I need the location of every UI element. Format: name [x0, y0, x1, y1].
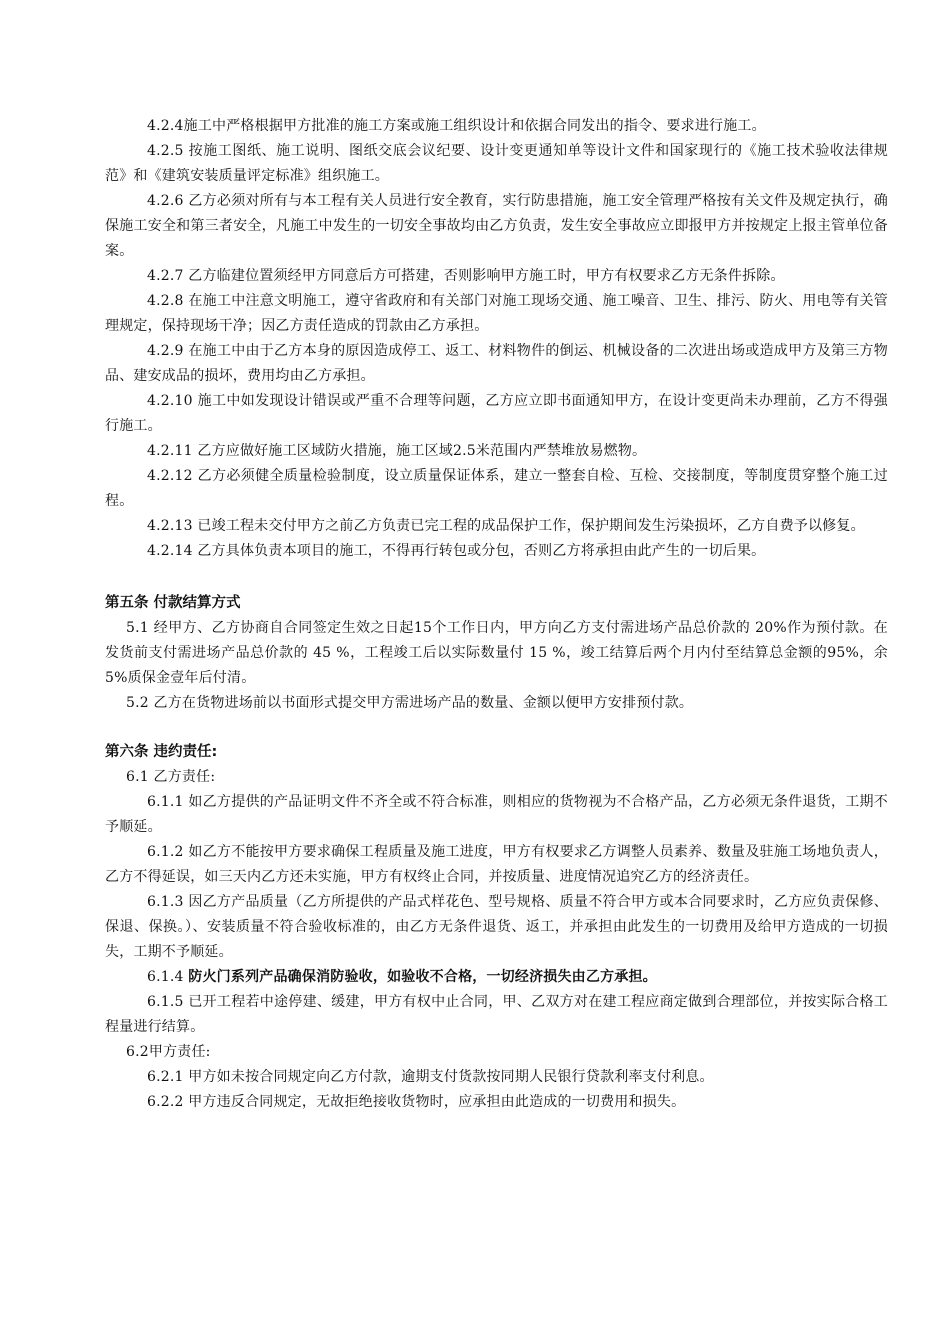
- section-6-heading: 第六条 违约责任:: [105, 744, 218, 760]
- clause-6-1-4-number: 6.1.4: [147, 969, 189, 985]
- clause-4-2-5: 4.2.5 按施工图纸、施工说明、图纸交底会议纪要、设计变更通知单等设计文件和国家现行的《施工技术验收法律规范》和《建筑安装质量评定标准》组织施工。: [105, 143, 888, 184]
- clause-4-2-12: 4.2.12 乙方必须健全质量检验制度，设立质量保证体系，建立一整套自检、互检、交接制度，等制度贯穿整个施工过程。: [105, 468, 888, 509]
- spacer: [105, 716, 888, 740]
- clause-4-2-6: 4.2.6 乙方必须对所有与本工程有关人员进行安全教育，实行防患措施，施工安全管理严格按有关文件及规定执行，确保施工安全和第三者安全，凡施工中发生的一切安全事故均由乙方负责，发生安全事故应立即报甲方并按规定上报主管单位备案。: [105, 193, 888, 259]
- clause-6-1-5: 6.1.5 已开工程若中途停建、缓建，甲方有权中止合同，甲、乙双方对在建工程应商定做到合理部位，并按实际合格工程量进行结算。: [105, 994, 888, 1035]
- clause-4-2-10: 4.2.10 施工中如发现设计错误或严重不合理等问题，乙方应立即书面通知甲方，在设计变更尚未办理前，乙方不得强行施工。: [105, 393, 888, 434]
- clause-5-2: 5.2 乙方在货物进场前以书面形式提交甲方需进场产品的数量、金额以便甲方安排预付款。: [126, 695, 694, 711]
- clause-6-1-2: 6.1.2 如乙方不能按甲方要求确保工程质量及施工进度，甲方有权要求乙方调整人员素养、数量及驻施工场地负责人，乙方不得延误，如三天内乙方还未实施，甲方有权终止合同，并按质量、进度情况追究乙方的经济责任。: [105, 844, 888, 885]
- clause-5-1: 5.1 经甲方、乙方协商自合同签定生效之日起15个工作日内，甲方向乙方支付需进场产品总价款的 20%作为预付款。在发货前支付需进场产品总价款的 45 %，工程竣工后以实际数量付 15 %，竣工结算后两个月内付至结算总金额的95%，余5%质保金壹年后付清。: [105, 620, 888, 686]
- clause-6-1-1: 6.1.1 如乙方提供的产品证明文件不齐全或不符合标准，则相应的货物视为不合格产品，乙方必须无条件退货，工期不予顺延。: [105, 794, 888, 835]
- clause-4-2-8: 4.2.8 在施工中注意文明施工，遵守省政府和有关部门对施工现场交通、施工噪音、卫生、排污、防火、用电等有关管理规定，保持现场干净；因乙方责任造成的罚款由乙方承担。: [105, 293, 888, 334]
- clause-6-1-4-text: 防火门系列产品确保消防验收，如验收不合格，一切经济损失由乙方承担。: [188, 969, 657, 985]
- clause-4-2-9: 4.2.9 在施工中由于乙方本身的原因造成停工、返工、材料物件的倒运、机械设备的二次进出场或造成甲方及第三方物品、建安成品的损坏，费用均由乙方承担。: [105, 343, 888, 384]
- section-5-heading: 第五条 付款结算方式: [105, 595, 241, 611]
- clause-4-2-14: 4.2.14 乙方具体负责本项目的施工，不得再行转包或分包，否则乙方将承担由此产生的一切后果。: [147, 543, 766, 559]
- clause-4-2-7: 4.2.7 乙方临建位置须经甲方同意后方可搭建，否则影响甲方施工时，甲方有权要求乙方无条件拆除。: [147, 268, 785, 284]
- clause-6-2: 6.2甲方责任:: [126, 1044, 211, 1060]
- clause-4-2-13: 4.2.13 已竣工程未交付甲方之前乙方负责已完工程的成品保护工作，保护期间发生污染损坏，乙方自费予以修复。: [147, 518, 865, 534]
- clause-6-2-2: 6.2.2 甲方违反合同规定，无故拒绝接收货物时，应承担由此造成的一切费用和损失。: [147, 1094, 686, 1110]
- clause-4-2-4: 4.2.4施工中严格根据甲方批准的施工方案或施工组织设计和依据合同发出的指令、要求进行施工。: [147, 118, 766, 134]
- clause-4-2-11: 4.2.11 乙方应做好施工区域防火措施，施工区域2.5米范围内严禁堆放易燃物。: [147, 443, 647, 459]
- clause-6-2-1: 6.2.1 甲方如未按合同规定向乙方付款，逾期支付货款按同期人民银行贷款利率支付利息。: [147, 1069, 714, 1085]
- clause-6-1-3: 6.1.3 因乙方产品质量（乙方所提供的产品式样花色、型号规格、质量不符合甲方或本合同要求时，乙方应负责保修、保退、保换。）、安装质量不符合验收标准的，由乙方无条件退货、返工，并承担由此发生的一切费用及给甲方造成的一切损失，工期不予顺延。: [105, 894, 888, 960]
- clause-6-1-4: [105, 965, 888, 990]
- spacer: [105, 564, 888, 591]
- clause-6-1: 6.1 乙方责任:: [126, 769, 216, 785]
